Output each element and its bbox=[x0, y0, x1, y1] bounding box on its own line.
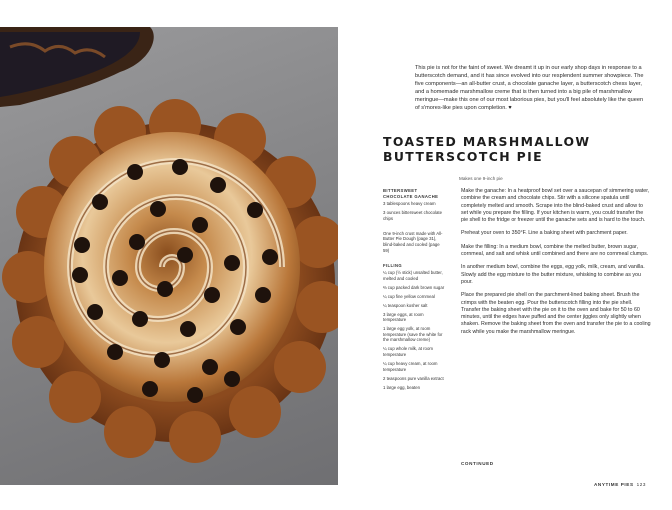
method-step: Make the ganache: In a heatproof bowl set over a saucepan of simmering water, combine the cream and chocolate chips. Stir with a silicone spatula until completely melted and smooth. Scrape into the blind-baked crust and allow to set while you prepare the filling. If your kitchen is warm, you could transfer the pie shell to the fridge or freezer until the ganache sets and is hard to the touch. bbox=[461, 188, 650, 224]
ingredient-item: ¼ cup heavy cream, at room temperature bbox=[383, 360, 438, 372]
method-step: Preheat your oven to 350°F. Line a baking sheet with parchment paper. bbox=[461, 230, 628, 237]
background-pie bbox=[0, 27, 154, 107]
ingredient-item: 3 ounces bittersweet chocolate chips bbox=[383, 210, 442, 221]
ingredient-item: 1 large egg yolk, at room temperature (save the white for the marshmallow creme) bbox=[383, 326, 443, 343]
recipe-title-line-2: BUTTERSCOTCH PIE bbox=[383, 148, 544, 164]
ingredient-item: 3 tablespoons heavy cream bbox=[383, 201, 436, 207]
ingredients-list bbox=[383, 188, 445, 394]
ingredient-item: ⅔ cup packed dark brown sugar bbox=[383, 284, 445, 290]
ingredient-item: 1 large egg, beaten bbox=[383, 384, 421, 390]
pie-photo bbox=[0, 27, 338, 485]
recipe-yield: Makes one 9-inch pie bbox=[459, 176, 503, 181]
ingredient-item: 2 teaspoons pure vanilla extract bbox=[383, 375, 444, 381]
crust-ingredient: One 9-inch crust made with All-Butter Pie Dough (page 31), blind-baked and cooled (page 59) bbox=[383, 230, 443, 253]
section-name: ANYTIME PIES bbox=[594, 482, 634, 487]
ingredient-item: ¼ cup whole milk, at room temperature bbox=[383, 346, 433, 357]
method-step: Make the filling: In a medium bowl, combine the melted butter, brown sugar, cornmeal, and salt and whisk until combined and there are no cornmeal clumps. bbox=[461, 243, 649, 258]
method-step: In another medium bowl, combine the eggs, egg yolk, milk, cream, and vanilla. Slowly add the egg mixture to the butter mixture, whisking to combine as you pour. bbox=[461, 264, 645, 285]
recipe-title bbox=[383, 135, 643, 164]
page-number: 123 bbox=[636, 482, 647, 487]
continued-label: CONTINUED bbox=[461, 461, 494, 466]
pie-illustration bbox=[0, 27, 338, 485]
ingredient-item: ¼ teaspoon kosher salt bbox=[383, 302, 428, 308]
method-step: Place the prepared pie shell on the parchment-lined baking sheet. Brush the crimps with the beaten egg. Pour the butterscotch filling into the pie shell. Transfer the baking sheet with the pie on it to the oven and bake for 50 to 60 minutes, until the edges have puffed and the center jiggles only slightly when shaken. Remove the baking sheet from the oven and transfer the pie to a cooling rack while you make the marshmallow meringue. bbox=[461, 292, 651, 335]
ingredient-item: ¼ cup (½ stick) unsalted butter, melted and cooled bbox=[383, 270, 443, 281]
method-steps bbox=[461, 188, 651, 342]
ingredient-item: 3 large eggs, at room temperature bbox=[383, 311, 424, 323]
toasted-meringue bbox=[44, 132, 300, 402]
ganache-heading: BITTERSWEET CHOCOLATE GANACHE bbox=[383, 188, 439, 199]
recipe-title-line-1: TOASTED MARSHMALLOW bbox=[383, 134, 591, 149]
filling-heading: FILLING bbox=[383, 262, 403, 268]
recipe-page bbox=[338, 27, 672, 485]
recipe-intro: This pie is not for the faint of sweet. We dreamt it up in our early shop days in response to a butterscotch demand, and it has since evolved into our resplendent summer showpiece. The five components—an all-butter crust, a chocolate ganache layer, a butterscotch chess layer, and a homemade marshmallow creme that is then turned into a big pile of marshmallow meringue—make this one of our most laborious pies, but you'll feel absolutely like the queen of s'mores-like pies upon completion. ♥ bbox=[415, 65, 644, 111]
ingredient-item: ¼ cup fine yellow cornmeal bbox=[383, 293, 435, 299]
page-folio bbox=[594, 482, 646, 487]
cookbook-spread bbox=[0, 27, 672, 485]
